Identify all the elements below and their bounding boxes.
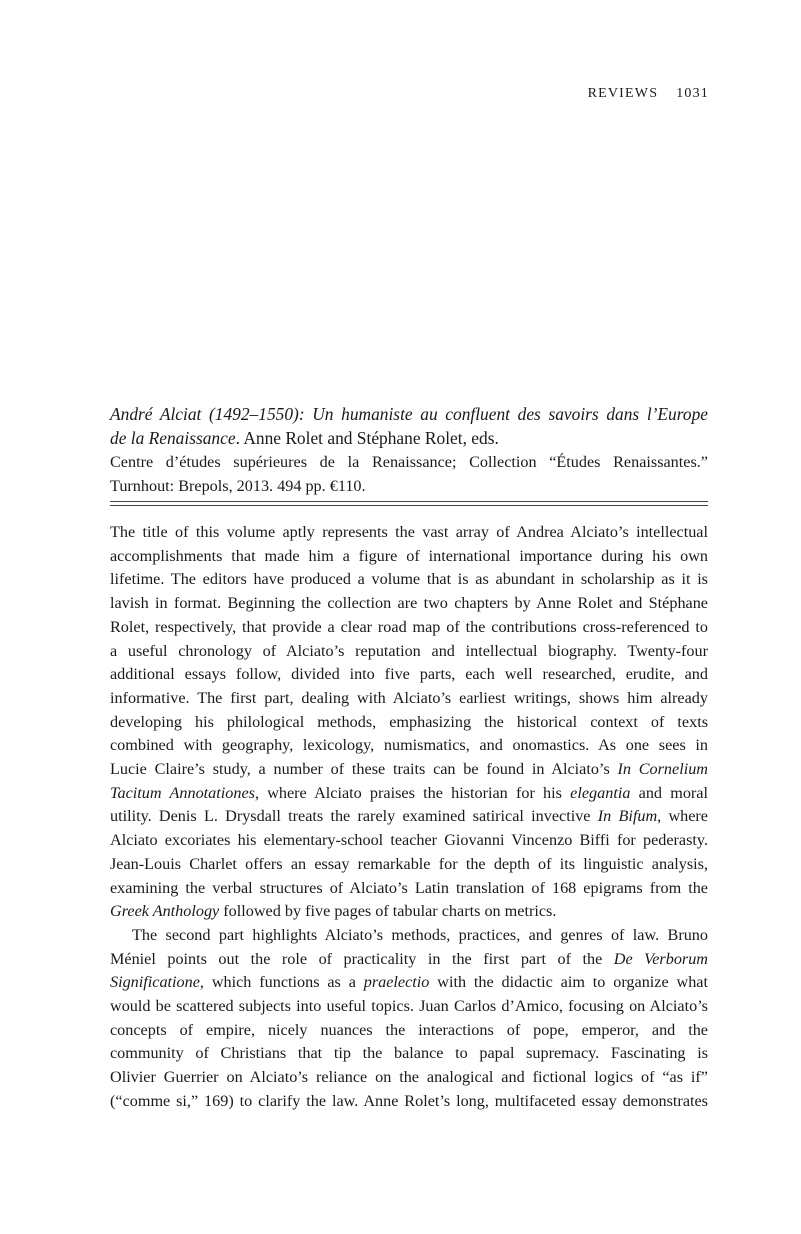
text-line: Jean-Louis Charlet offers an essay remarkable for the depth of its linguistic analysis,	[110, 854, 708, 873]
page-number: 1031	[676, 86, 709, 101]
text-line: informative. The first part, dealing with Alciato’s earliest writings, shows him already	[110, 688, 708, 707]
review-body	[110, 521, 708, 1114]
text-line: would be scattered subjects into useful topics. Juan Carlos d’Amico, focusing on Alciato’s	[110, 997, 708, 1016]
text-line: a useful chronology of Alciato’s reputation and intellectual biography. Twenty-four	[110, 641, 708, 660]
text-line: additional essays follow, divided into five parts, each well researched, erudite, and	[110, 665, 708, 684]
book-title-line: André Alciat (1492–1550): Un humaniste au confluent des savoirs dans l’Europe	[110, 404, 708, 424]
publication-details	[110, 450, 708, 498]
paragraph-2	[110, 924, 708, 1114]
text-line: (“comme si,” 169) to clarify the law. Anne Rolet’s long, multifaceted essay demonstrates	[110, 1091, 708, 1110]
text-line: Méniel points out the role of practicality in the first part of the De Verborum	[110, 949, 708, 968]
double-rule-bottom	[110, 505, 708, 506]
text-line: The title of this volume aptly represents the vast array of Andrea Alciato’s intellectual	[110, 523, 708, 541]
text-line: community of Christians that tip the balance to papal supremacy. Fascinating is	[110, 1044, 708, 1063]
text-line: lavish in format. Beginning the collection are two chapters by Anne Rolet and Stéphane	[110, 594, 708, 613]
book-citation	[110, 402, 708, 498]
running-head	[588, 86, 709, 102]
book-editors: . Anne Rolet and Stéphane Rolet, eds.	[235, 428, 499, 448]
running-head-section: REVIEWS	[587, 86, 659, 101]
paragraph-1	[110, 521, 708, 924]
publisher-line: Centre d’études supérieures de la Renaissance; Collection “Études Renaissantes.”	[110, 453, 708, 471]
text-line: Greek Anthology followed by five pages of tabular charts on metrics.	[110, 902, 557, 921]
text-line: Significatione, which functions as a praelectio with the didactic aim to organize what	[110, 973, 708, 992]
text-line: examining the verbal structures of Alciato’s Latin translation of 168 epigrams from the	[110, 878, 708, 897]
double-rule-top	[110, 501, 708, 502]
text-line: lifetime. The editors have produced a volume that is as abundant in scholarship as it is	[110, 570, 708, 589]
publisher-imprint: Turnhout: Brepols, 2013. 494 pp. €110.	[110, 477, 366, 495]
text-line: Olivier Guerrier on Alciato’s reliance on the analogical and fictional logics of “as if”	[110, 1068, 708, 1087]
text-line: concepts of empire, nicely nuances the interactions of pope, emperor, and the	[110, 1020, 708, 1039]
book-title-end: de la Renaissance. Anne Rolet and Stéphane Rolet, eds.	[110, 428, 499, 448]
text-line: Alciato excoriates his elementary-school teacher Giovanni Vincenzo Biffi for pederasty.	[110, 831, 708, 850]
text-line: The second part highlights Alciato’s methods, practices, and genres of law. Bruno	[132, 925, 708, 944]
book-title-block	[110, 402, 708, 450]
text-line: developing his philological methods, emphasizing the historical context of texts	[110, 712, 708, 731]
text-line: utility. Denis L. Drysdall treats the rarely examined satirical invective In Bifum, where	[110, 807, 708, 826]
text-line: accomplishments that made him a figure of international importance during his own	[110, 546, 708, 565]
text-line: Tacitum Annotationes, where Alciato praises the historian for his elegantia and moral	[110, 783, 708, 802]
text-line: combined with geography, lexicology, numismatics, and onomastics. As one sees in	[110, 736, 708, 755]
text-line: Rolet, respectively, that provide a clear road map of the contributions cross-referenced to	[110, 617, 708, 636]
text-line: Lucie Claire’s study, a number of these traits can be found in Alciato’s In Cornelium	[110, 760, 708, 779]
